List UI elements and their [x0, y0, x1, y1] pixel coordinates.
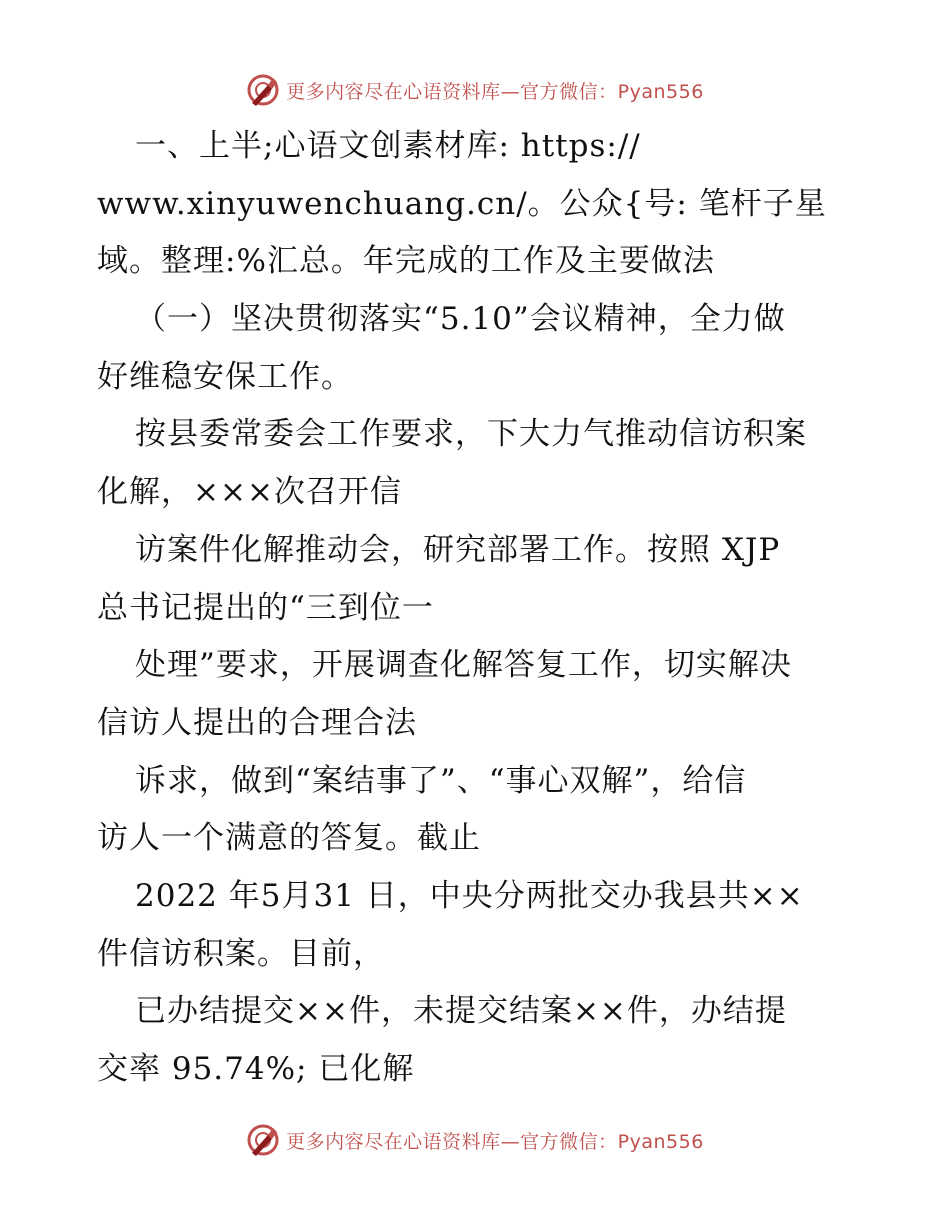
text-line: 处理”要求，开展调查化解答复工作，切实解决	[135, 647, 792, 684]
text-line: 已办结提交××件，未提交结案××件，办结提	[135, 993, 787, 1030]
text-line: 域。整理:%汇总。年完成的工作及主要做法	[97, 243, 715, 280]
watermark-contact: 官方微信：Pyan556	[520, 1130, 704, 1153]
text-line: 2022 年5月31 日，中央分两批交办我县共××	[135, 877, 804, 914]
watermark-contact: 官方微信：Pyan556	[520, 80, 704, 103]
text-line: 化解，×××次召开信	[97, 474, 402, 511]
footer-watermark	[0, 1118, 950, 1162]
text-line: 交率 95.74%; 已化解	[97, 1051, 415, 1087]
text-line: 信访人提出的合理合法	[97, 704, 417, 741]
text-line: www.xinyuwenchuang.cn/。公众{号: 笔杆子星	[97, 185, 827, 222]
text-line: 按县委常委会工作要求，下大力气推动信访积案	[135, 416, 807, 453]
text-line: 一、上半;心语文创素材库: https://	[135, 128, 641, 164]
watermark-separator: —	[500, 80, 521, 103]
text-line: 好维稳安保工作。	[97, 358, 353, 395]
watermark-site-name: 更多内容尽在心语资料库	[286, 80, 501, 103]
watermark-site-name: 更多内容尽在心语资料库	[286, 1130, 501, 1153]
text-line: 件信访积案。目前，	[97, 935, 385, 972]
pen-logo-icon	[246, 73, 280, 107]
watermark-text	[286, 1127, 704, 1154]
watermark-separator: —	[500, 1130, 521, 1153]
document-body	[97, 118, 857, 1099]
text-line: 诉求，做到“案结事了”、“事心双解”，给信	[135, 762, 747, 799]
pen-logo-icon	[246, 1123, 280, 1157]
text-line: 总书记提出的“三到位一	[97, 589, 434, 626]
text-line: 访人一个满意的答复。截止	[97, 820, 481, 857]
text-line: 访案件化解推动会，研究部署工作。按照 XJP	[135, 531, 781, 568]
text-line: （一）坚决贯彻落实“5.10”会议精神，全力做	[135, 301, 786, 338]
header-watermark	[0, 68, 950, 112]
watermark-text	[286, 77, 704, 104]
